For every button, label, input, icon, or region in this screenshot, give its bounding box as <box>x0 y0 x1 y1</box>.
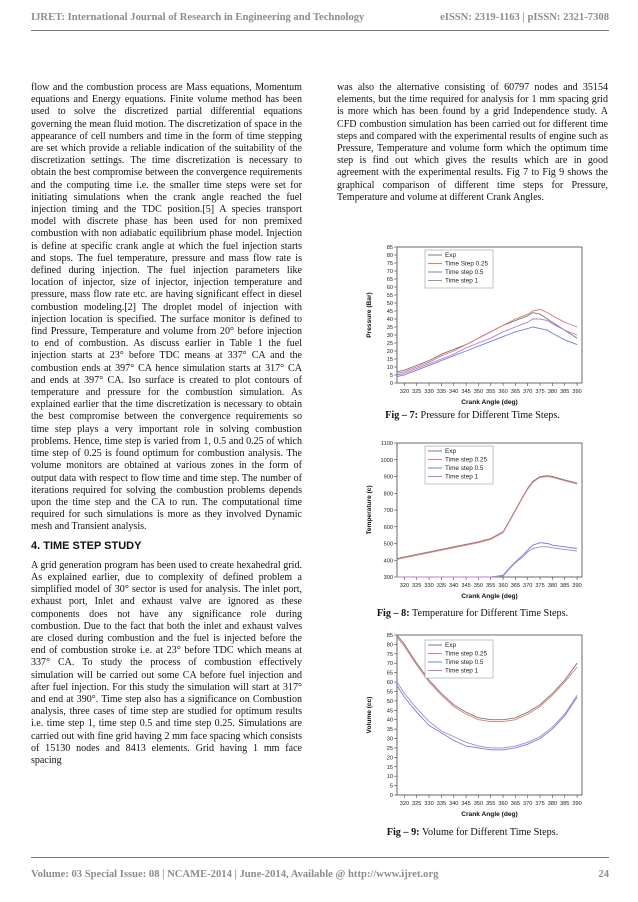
y-tick-label: 5 <box>389 783 393 790</box>
figure-7 <box>337 240 608 434</box>
x-tick-label: 335 <box>436 583 447 589</box>
y-tick-label: 30 <box>386 333 393 339</box>
x-tick-label: 365 <box>510 389 521 395</box>
x-tick-label: 360 <box>498 389 508 395</box>
series-line-1 <box>397 313 577 372</box>
y-tick-label: 65 <box>386 277 393 283</box>
y-tick-label: 10 <box>386 774 393 781</box>
series-line-3 <box>397 543 577 577</box>
legend-entry: Time Step 0.25 <box>445 260 489 268</box>
series-line-1 <box>397 473 577 559</box>
x-tick-label: 365 <box>510 801 521 807</box>
x-tick-label: 370 <box>523 389 533 395</box>
y-tick-label: 70 <box>386 661 393 668</box>
y-tick-label: 65 <box>386 670 393 677</box>
series-line-4 <box>397 682 577 748</box>
y-axis-label: Pressure (Bar) <box>366 292 373 338</box>
y-tick-label: 50 <box>386 698 393 705</box>
y-tick-label: 1000 <box>380 457 393 464</box>
x-tick-label: 355 <box>486 583 496 589</box>
legend-entry: Time step 0.25 <box>445 650 488 658</box>
x-axis-label: Crank Angle (deg) <box>461 811 518 818</box>
y-tick-label: 5 <box>389 373 393 379</box>
y-tick-label: 500 <box>383 541 393 548</box>
y-tick-label: 25 <box>386 745 393 752</box>
legend-entry: Exp <box>445 448 457 455</box>
x-tick-label: 385 <box>560 801 570 807</box>
legend-entry: Time step 1 <box>445 277 479 285</box>
x-tick-label: 380 <box>547 583 558 589</box>
x-tick-label: 345 <box>461 583 471 589</box>
x-tick-label: 370 <box>523 583 533 589</box>
y-tick-label: 25 <box>386 341 393 347</box>
x-tick-label: 330 <box>424 389 434 395</box>
y-tick-label: 70 <box>386 269 393 275</box>
x-tick-label: 320 <box>399 801 410 807</box>
x-tick-label: 340 <box>449 801 459 807</box>
footer-text: Volume: 03 Special Issue: 08 | NCAME-2014 | June-2014, Available @ http://www.ijret.org <box>31 869 439 880</box>
y-axis-label: Volume (cc) <box>366 696 373 734</box>
y-tick-label: 35 <box>386 325 393 331</box>
x-tick-label: 370 <box>523 801 533 807</box>
y-tick-label: 55 <box>386 689 393 696</box>
figure-caption-text: Volume for Different Time Steps. <box>421 827 559 838</box>
x-tick-label: 325 <box>412 389 422 395</box>
figure-caption-text: Pressure for Different Time Steps. <box>420 410 560 421</box>
y-tick-label: 10 <box>386 365 393 371</box>
pressure-chart <box>337 240 608 420</box>
legend-entry: Time step 0.5 <box>445 659 484 666</box>
x-tick-label: 325 <box>412 583 422 589</box>
body-paragraph: was also the alternative consisting of 60797 nodes and 35154 elements, but the time required for analysis for 1 mm spacing grid is more which has been found by a grid Independence study. A CFD combustion simulation has been carried out for different time steps and compared with the experimental results of engine such as Pressure, Temperature and volume form which the optimum time step is find out which gives the results which are in good agreement with the experimental results. Fig 7 to Fig 9 shows the graphical comparison of different time steps for Pressure, Temperature and volume at different Crank Angles. <box>337 82 608 203</box>
x-tick-label: 375 <box>535 801 545 807</box>
x-axis-label: Crank Angle (deg) <box>461 593 518 600</box>
series-line-4 <box>397 319 577 375</box>
figure-label: Fig – 9: <box>386 827 420 838</box>
x-tick-label: 390 <box>572 583 582 589</box>
x-tick-label: 360 <box>498 801 508 807</box>
page-number: 24 <box>598 869 609 880</box>
y-tick-label: 75 <box>386 651 393 658</box>
y-tick-label: 45 <box>386 708 393 715</box>
right-column <box>337 82 608 204</box>
x-tick-label: 340 <box>449 583 459 589</box>
y-tick-label: 85 <box>386 633 393 639</box>
x-tick-label: 320 <box>399 389 410 395</box>
journal-issn: eISSN: 2319-1163 | pISSN: 2321-7308 <box>440 12 609 23</box>
figure-label: Fig – 7: <box>385 410 418 421</box>
x-tick-label: 330 <box>424 801 434 807</box>
figure-8 <box>337 436 608 630</box>
x-tick-label: 385 <box>560 389 570 395</box>
series-line-3 <box>397 327 577 377</box>
y-tick-label: 30 <box>386 736 393 743</box>
x-tick-label: 325 <box>412 801 422 807</box>
figure-9 <box>337 628 608 846</box>
body-paragraph: A grid generation program has been used to create hexahedral grid. As explained earlier, due to complexity of defined problem a simplified model of 30° sector is used for analysis. The inlet port, exhaust port, Inlet and exhaust valve are ignored as these components does not have any significance role during combustion. Due to the fact that both the inlet and exhaust valves are closed during combustion and the fuel is injected before the end of combustion stroke i.e. at 23° before TDC which means at 337° CA. To study the process of combustion effectively simulation will be carried out some CA before fuel injection and after fuel injection. For this study the simulation will start at 317° and end at 390°. Time step also has a significance on Combustion analysis, three cases of time step are studied for optimum results i.e. time step 1, time step 0.5 and time step 0.25. Simulations are carried out with fine grid having 2 mm face spacing which consists of 15130 nodes and 8413 elements. Grid having 1 mm face spacing <box>31 559 302 766</box>
x-tick-label: 375 <box>535 583 545 589</box>
y-tick-label: 50 <box>386 301 393 307</box>
x-tick-label: 345 <box>461 801 471 807</box>
y-tick-label: 75 <box>386 261 393 267</box>
legend-entry: Time step 1 <box>445 667 479 675</box>
series-line-4 <box>397 547 577 577</box>
y-tick-label: 0 <box>389 381 393 387</box>
y-tick-label: 15 <box>386 764 393 771</box>
y-tick-label: 300 <box>383 575 393 581</box>
y-tick-label: 20 <box>386 755 393 762</box>
x-tick-label: 350 <box>473 389 484 395</box>
x-tick-label: 380 <box>547 801 558 807</box>
page-footer <box>31 869 609 880</box>
y-tick-label: 600 <box>383 524 393 531</box>
page-header <box>31 10 609 28</box>
x-tick-label: 360 <box>498 583 508 589</box>
y-tick-label: 80 <box>386 253 393 259</box>
figure-caption <box>337 410 608 421</box>
y-tick-label: 15 <box>386 357 393 363</box>
x-tick-label: 350 <box>473 583 484 589</box>
figure-caption <box>337 827 608 838</box>
left-column <box>31 82 302 767</box>
section-heading: 4. TIME STEP STUDY <box>31 539 142 552</box>
x-tick-label: 390 <box>572 801 582 807</box>
y-tick-label: 0 <box>389 793 393 799</box>
legend-entry: Time step 0.5 <box>445 269 484 276</box>
temperature-chart <box>337 436 608 616</box>
footer-rule <box>31 857 609 858</box>
x-tick-label: 335 <box>436 389 447 395</box>
y-tick-label: 700 <box>383 508 393 514</box>
y-tick-label: 40 <box>386 717 393 724</box>
x-tick-label: 345 <box>461 389 471 395</box>
y-tick-label: 400 <box>383 558 393 565</box>
y-tick-label: 1100 <box>380 441 393 447</box>
legend-entry: Time step 0.25 <box>445 456 488 464</box>
body-paragraph: flow and the combustion process are Mass equations, Momentum equations and Energy equations. Finite volume method has been used to solve the discretized partial differential equations governing the mean fluid motion. The discretization of space in the appearance of cell numbers and time in the form of time stepping are set which provide a reliable indication of the suitability of the discretization settings. The time discretization is necessary to obtain the best compromise between the convergence requirements and the computing time i.e. the smaller time steps were set for initiating simulations when the crank angle reached the fuel injection timing and the TDC position.[5] A species transport model with discrete phase has been used for non premixed combustion with non adiabatic equilibrium phase model. Injection is define at specific crank angle at which the fuel injection starts and stops. The fuel temperature, pressure and mass flow rate is defined during injection. The fuel injection parameters like location of injector, size of injector, injection temperature and pressure, mass flow rate etc. are having significant effect in diesel combustion modeling.[2] The droplet model of injection with injection location is specified. The surface monitor is defined to find Pressure, Temperature and volume from 20° before injection to end of combustion. As discuss earlier in Table 1 the fuel injection starts at 23° before TDC means at 337° CA and the combustion ends at 397° CA hence simulation starts at 317° CA and ends at 397° CA. Iso surface is created to plot contours of temperature and pressure for the combustion simulation. As explained earlier that the time discretization is necessary to obtain the best compromise between the convergence requirements so time step plays a very important role in solving combustion problems. Hence, time step is varied from 1, 0.5 and 0.25 of which time step of 0.25 is found optimum for combustion analysis. The volume monitors are obtained at various zones in the form of output data with respect to flow time and time step. The number of iterations required for solving the combustion problems depends upon the time step and the CA to run. The computational time required for such simulations is more as they involved Dynamic mesh and Transient analysis. <box>31 82 302 533</box>
y-tick-label: 35 <box>386 727 393 734</box>
x-tick-label: 330 <box>424 583 434 589</box>
x-tick-label: 340 <box>449 389 459 395</box>
x-tick-label: 375 <box>535 389 545 395</box>
y-tick-label: 60 <box>386 680 393 687</box>
y-tick-label: 800 <box>383 491 393 498</box>
legend-entry: Exp <box>445 642 457 649</box>
x-tick-label: 380 <box>547 389 558 395</box>
x-tick-label: 355 <box>486 389 496 395</box>
x-tick-label: 335 <box>436 801 447 807</box>
y-tick-label: 45 <box>386 309 393 315</box>
y-tick-label: 60 <box>386 285 393 291</box>
x-tick-label: 350 <box>473 801 484 807</box>
legend-entry: Time step 1 <box>445 473 479 481</box>
journal-name: IJRET: International Journal of Research in Engineering and Technology <box>31 12 365 23</box>
header-rule <box>31 30 609 31</box>
y-tick-label: 85 <box>386 245 393 251</box>
x-tick-label: 320 <box>399 583 410 589</box>
figure-label: Fig – 8: <box>376 608 410 619</box>
y-tick-label: 20 <box>386 349 393 355</box>
y-tick-label: 40 <box>386 317 393 323</box>
volume-chart <box>337 628 608 818</box>
figure-caption <box>337 608 608 619</box>
y-axis-label: Temperature (c) <box>366 485 373 535</box>
x-tick-label: 355 <box>486 801 496 807</box>
series-line-2 <box>397 309 577 373</box>
y-tick-label: 900 <box>383 474 393 481</box>
x-tick-label: 365 <box>510 583 521 589</box>
x-tick-label: 390 <box>572 389 582 395</box>
y-tick-label: 80 <box>386 642 393 649</box>
x-tick-label: 385 <box>560 583 570 589</box>
y-tick-label: 55 <box>386 293 393 299</box>
legend-entry: Time step 0.5 <box>445 465 484 472</box>
figure-caption-text: Temperature for Different Time Steps. <box>412 608 569 619</box>
legend-entry: Exp <box>445 252 457 259</box>
x-axis-label: Crank Angle (deg) <box>461 399 518 406</box>
